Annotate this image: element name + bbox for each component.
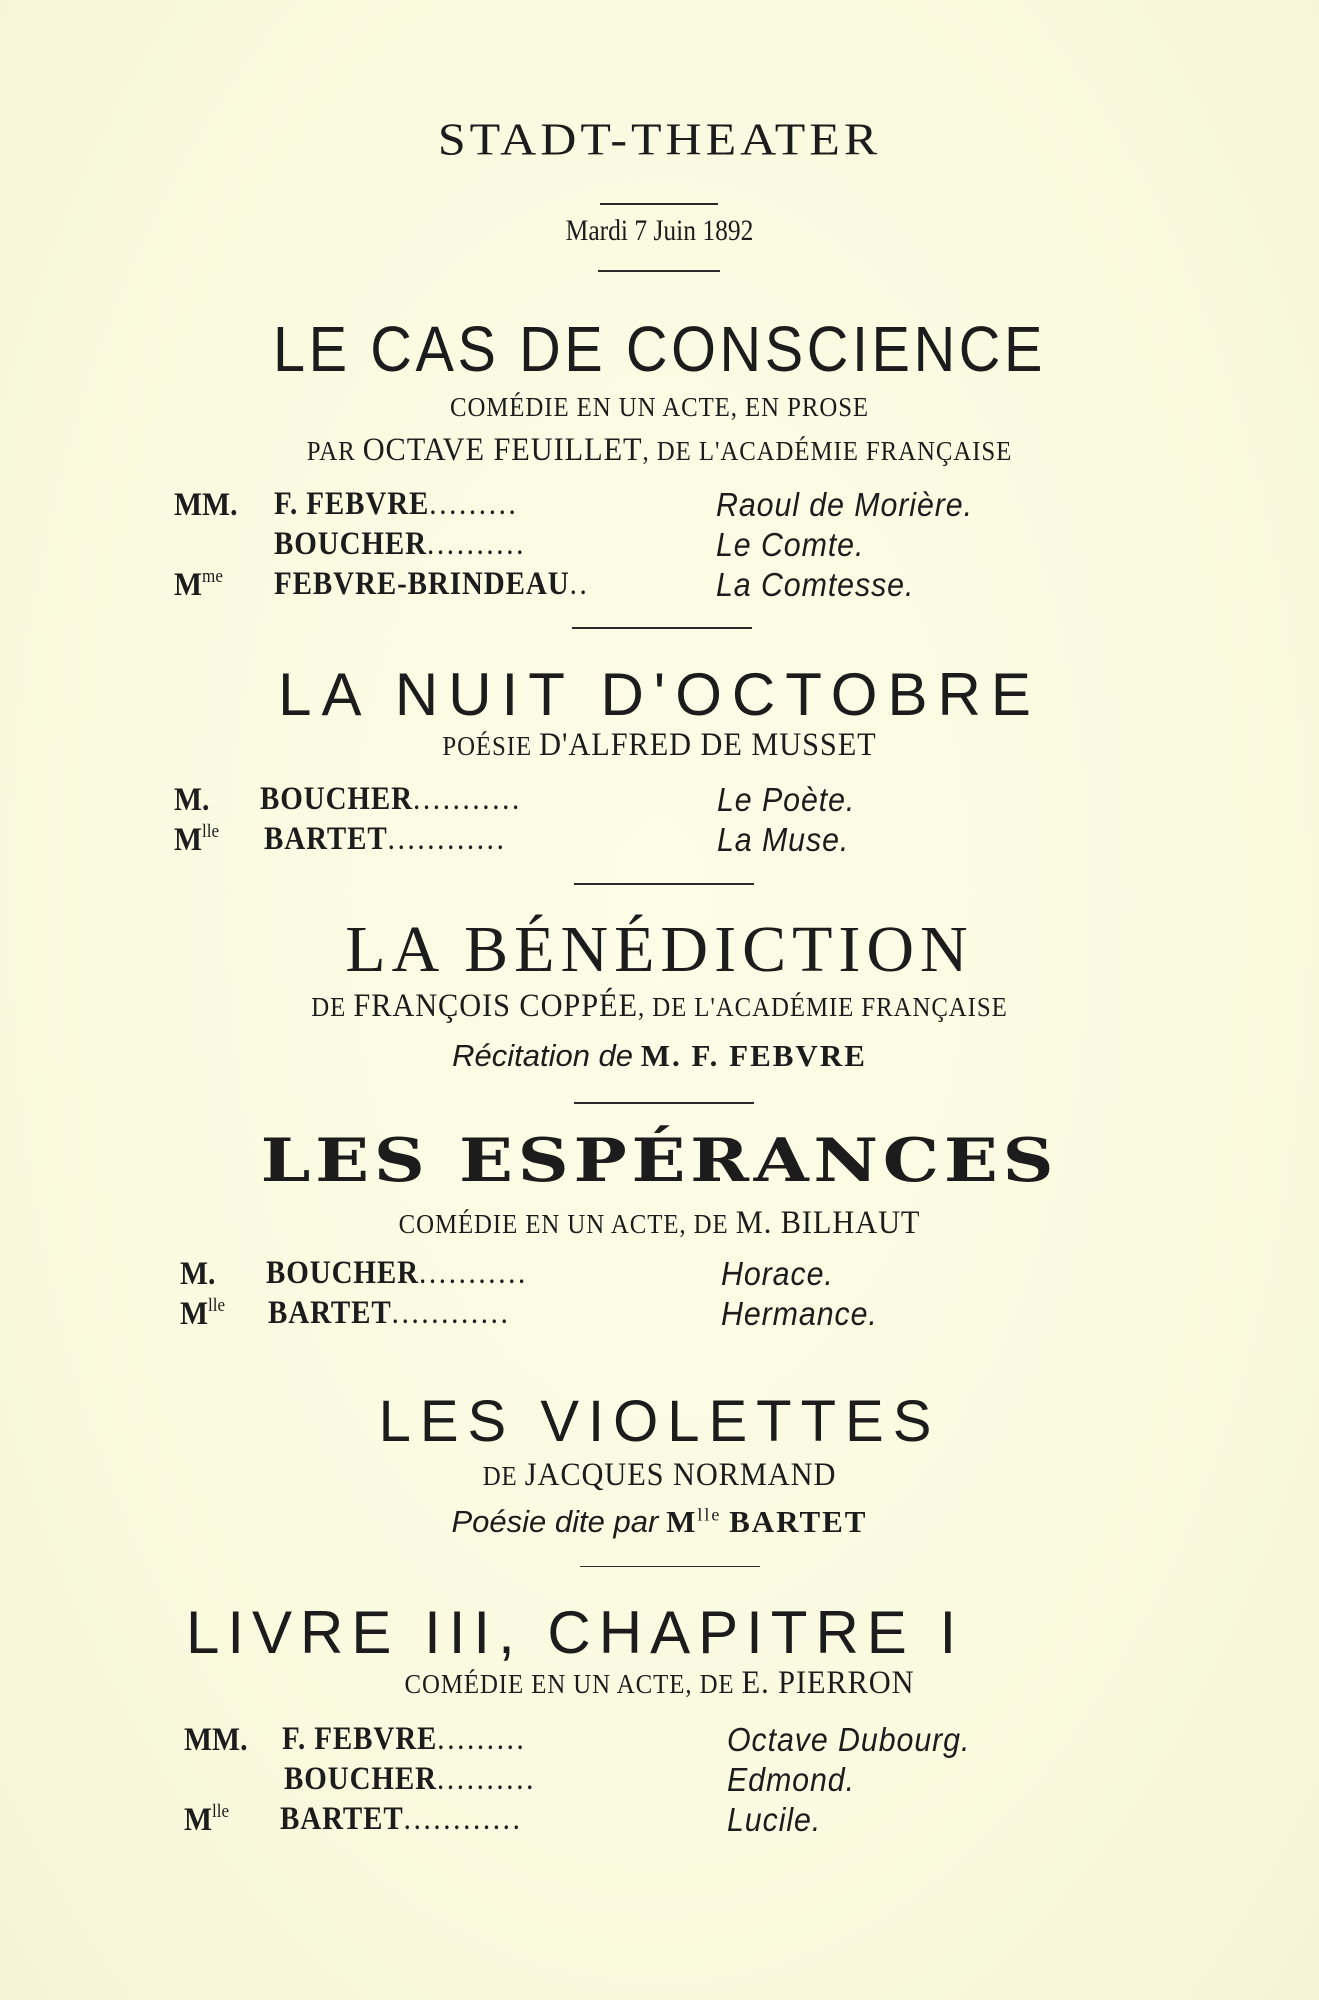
cast-prefix: MM.	[174, 487, 238, 523]
author-name: OCTAVE FEUILLET	[362, 432, 643, 468]
actor-name: FEBVRE-BRINDEAU..	[274, 566, 590, 602]
cast-prefix: $M^{me}$	[174, 566, 223, 603]
divider-rule	[600, 203, 718, 205]
actor-name: BARTET............	[264, 821, 507, 857]
actor-name: BARTET............	[268, 1295, 511, 1331]
author-prefix: PAR	[306, 436, 363, 466]
cast-prefix: $M^{lle}$	[174, 821, 220, 858]
character-role: Le Poète.	[717, 781, 856, 818]
divider-rule	[572, 627, 752, 629]
theater-title: STADT-THEATER	[437, 113, 882, 165]
character-role: Horace.	[721, 1255, 834, 1292]
author-name: JACQUES NORMAND	[524, 1457, 837, 1493]
cast-prefix: M.	[180, 1256, 216, 1292]
piece-author-line	[53, 1457, 1266, 1494]
actor-name: BARTET............	[280, 1801, 523, 1837]
piece-author-line	[53, 432, 1266, 469]
piece-title: LES ESPÉRANCES	[260, 1126, 1059, 1196]
divider-rule	[580, 1566, 760, 1567]
author-name: FRANÇOIS COPPÉE	[353, 988, 638, 1024]
cast-prefix: M.	[174, 782, 210, 818]
note-text: Poésie dite par	[451, 1504, 659, 1539]
character-role: Edmond.	[727, 1761, 855, 1798]
cast-prefix: MM.	[184, 1722, 248, 1758]
piece-title: LE CAS DE CONSCIENCE	[273, 313, 1046, 385]
author-prefix: DE	[482, 1461, 525, 1491]
piece-author-line	[53, 1665, 1266, 1702]
character-role: Lucile.	[727, 1801, 822, 1838]
actor-name: BOUCHER...........	[266, 1255, 528, 1291]
author-suffix: , DE L'ACADÉMIE FRANÇAISE	[642, 436, 1013, 466]
piece-author-line	[53, 727, 1266, 764]
character-role: Octave Dubourg.	[727, 1721, 971, 1758]
cast-prefix: $M^{lle}$	[180, 1295, 226, 1332]
actor-name: BOUCHER..........	[284, 1761, 536, 1797]
recitation-note	[0, 1038, 1319, 1074]
performer-prefix: $M^{lle}$	[666, 1504, 722, 1539]
author-name: M. BILHAUT	[735, 1205, 921, 1241]
actor-name: BOUCHER...........	[260, 781, 522, 817]
actor-name: F. FEBVRE.........	[282, 1721, 527, 1757]
piece-author-line	[53, 1205, 1266, 1242]
actor-name: BOUCHER..........	[274, 526, 526, 562]
cast-prefix: $M^{lle}$	[184, 1801, 230, 1838]
piece-title: LIVRE III, CHAPITRE I	[186, 1599, 965, 1666]
author-suffix: , DE L'ACADÉMIE FRANÇAISE	[637, 992, 1008, 1022]
author-prefix: POÉSIE	[442, 731, 540, 761]
author-prefix: COMÉDIE EN UN ACTE, DE	[398, 1209, 736, 1239]
divider-rule	[574, 1102, 754, 1104]
piece-subtitle: COMÉDIE EN UN ACTE, EN PROSE	[449, 392, 870, 422]
piece-title: LES VIOLETTES	[378, 1389, 941, 1454]
character-role: Hermance.	[721, 1295, 878, 1332]
note-text: Récitation de	[452, 1038, 634, 1073]
piece-title: LA NUIT D'OCTOBRE	[278, 661, 1041, 728]
author-prefix: DE	[311, 992, 354, 1022]
character-role: Raoul de Morière.	[716, 486, 973, 523]
character-role: Le Comte.	[716, 526, 865, 563]
divider-rule	[598, 270, 720, 272]
piece-title: LA BÉNÉDICTION	[345, 913, 974, 986]
character-role: La Comtesse.	[716, 566, 915, 603]
performer-name: M. F. FEBVRE	[640, 1038, 867, 1073]
recitation-note	[0, 1504, 1319, 1540]
divider-rule	[574, 883, 754, 885]
author-name: E. PIERRON	[741, 1665, 915, 1701]
author-prefix: COMÉDIE EN UN ACTE, DE	[404, 1669, 742, 1699]
piece-author-line	[53, 988, 1266, 1025]
author-name: D'ALFRED DE MUSSET	[539, 727, 877, 763]
character-role: La Muse.	[717, 821, 850, 858]
actor-name: F. FEBVRE.........	[274, 486, 519, 522]
performance-date: Mardi 7 Juin 1892	[565, 214, 754, 247]
performer-name: BARTET	[729, 1504, 868, 1539]
